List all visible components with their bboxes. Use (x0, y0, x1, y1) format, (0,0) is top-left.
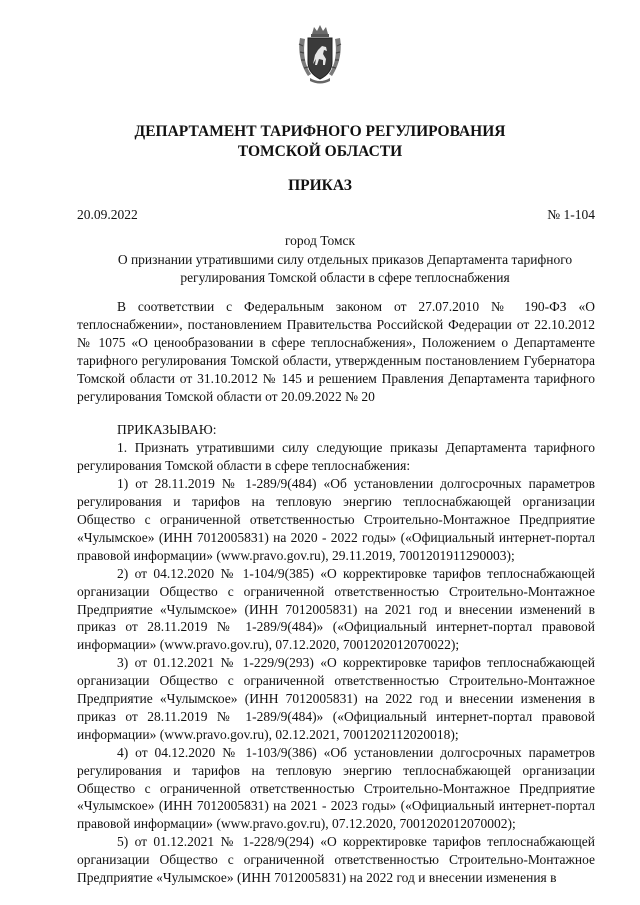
department-line-1: ДЕПАРТАМЕНТ ТАРИФНОГО РЕГУЛИРОВАНИЯ (134, 123, 506, 140)
document-subject: О признании утратившими силу отдельных приказов Департамента тарифного регулирования Томской области в сфере теплоснабжения (117, 252, 573, 285)
document-body (77, 298, 595, 887)
point-1: 1. Признать утратившими силу следующие приказы Департамента тарифного регулирования Томской области в сфере теплоснабжения: (77, 440, 595, 474)
document-number: № 1-104 (547, 207, 595, 222)
document-date: 20.09.2022 (77, 207, 138, 222)
preamble-paragraph: В соответствии с Федеральным законом от 27.07.2010 № 190-ФЗ «О теплоснабжении», постановлением Правительства Российской Федерации от 22.10.2012 № 1075 «О ценообразовании в сфере теплоснабжения», Положением о Департаменте тарифного регулирования Томской области, утвержденным постановлением Губернатора Томской области от 31.10.2012 № 145 и решением Правления Департамента тарифного регулирования Томской области от 20.09.2022 № 20 (77, 299, 595, 404)
document-type: ПРИКАЗ (288, 177, 352, 194)
department-line-2: ТОМСКОЙ ОБЛАСТИ (237, 143, 403, 160)
list-item: 3) от 01.12.2021 № 1-229/9(293) «О корректировке тарифов теплоснабжающей организации Общество с ограниченной ответственностью Строительно-Монтажное Предприятие «Чулымское» (ИНН 7012005831) на 2022 год и внесении изменения в приказ от 28.11.2019 № 1-289/9(484)» («Официальный интернет-портал правовой информации» (www.pravo.gov.ru), 02.12.2021, 7001202112020018); (77, 655, 595, 742)
department-name (0, 122, 640, 162)
tomsk-region-coat-of-arms-icon (296, 24, 344, 86)
order-word: ПРИКАЗЫВАЮ: (117, 422, 217, 438)
list-item: 4) от 04.12.2020 № 1-103/9(386) «Об установлении долгосрочных параметров регулирования и тарифов на тепловую энергию теплоснабжающей организации Общество с ограниченной ответственностью Строительно-Монтажное Предприятие «Чулымское» (ИНН 7012005831) на 2021 - 2023 годы» («Официальный интернет-портал правовой информации» (www.pravo.gov.ru), 07.12.2020, 7001202012070002); (77, 744, 595, 832)
list-item: 2) от 04.12.2020 № 1-104/9(385) «О корректировке тарифов теплоснабжающей организации Общество с ограниченной ответственностью Строительно-Монтажное Предприятие «Чулымское» (ИНН 7012005831) на 2021 год и внесении изменений в приказ от 28.11.2019 № 1-289/9(484)» («Официальный интернет-портал правовой информации» (www.pravo.gov.ru), 07.12.2020, 7001202012070022); (77, 565, 595, 653)
list-item: 1) от 28.11.2019 № 1-289/9(484) «Об установлении долгосрочных параметров регулирования и тарифов на тепловую энергию теплоснабжающей организации Общество с ограниченной ответственностью Строительно-Монтажное Предприятие «Чулымское» (ИНН 7012005831) на 2020 - 2022 годы» («Официальный интернет-портал правовой информации» (www.pravo.gov.ru), 29.11.2019, 7001201911290003); (77, 476, 595, 563)
document-city: город Томск (284, 233, 356, 248)
list-item: 5) от 01.12.2021 № 1-228/9(294) «О корректировке тарифов теплоснабжающей организации Общество с ограниченной ответственностью Строительно-Монтажное Предприятие «Чулымское» (ИНН 7012005831) на 2022 год и внесении изменения в (77, 834, 595, 886)
